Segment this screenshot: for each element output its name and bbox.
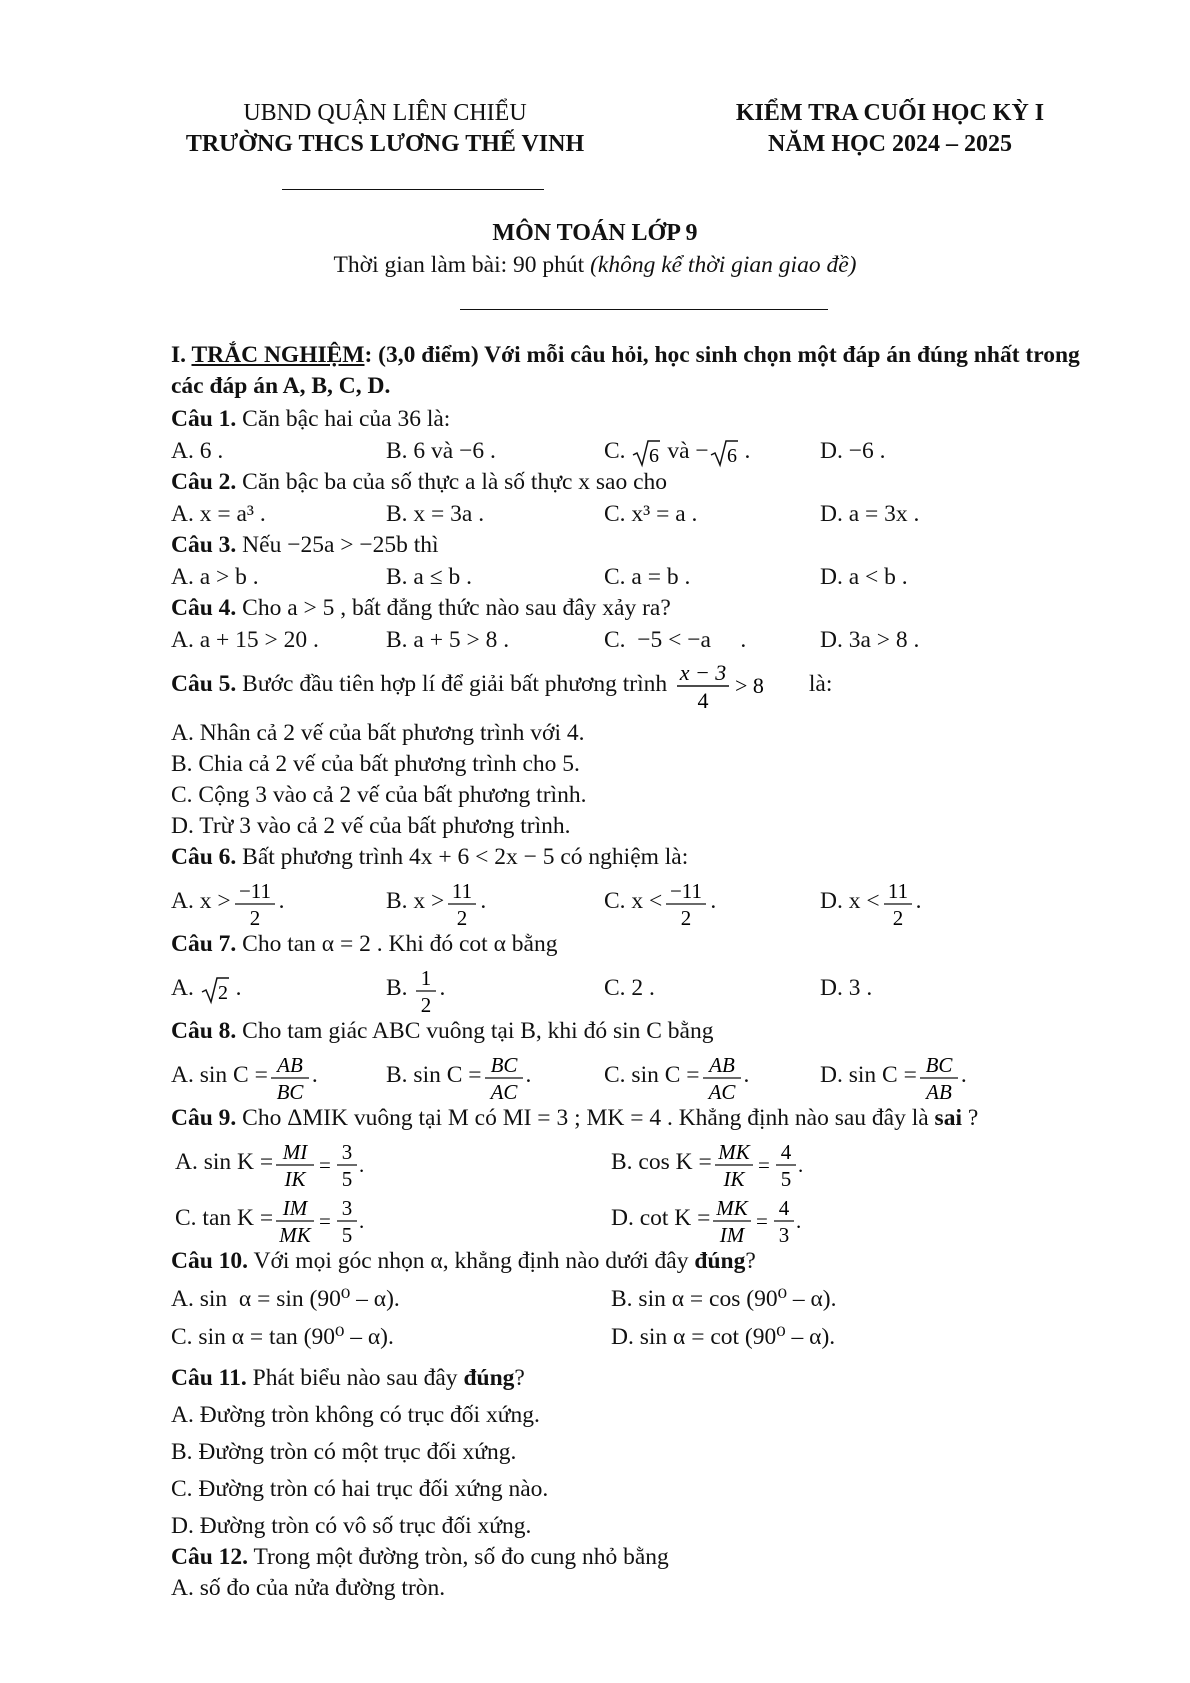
fraction-denominator: 2 [681, 905, 692, 930]
radicand: 2 [217, 981, 228, 1004]
fraction-denominator: MK [279, 1222, 311, 1247]
fraction [444, 876, 480, 930]
emphasis: đúng [694, 1248, 746, 1274]
option-b: B. Chia cả 2 vế của bất phương trình cho 5. [171, 751, 580, 777]
fraction-numerator: 3 [341, 1139, 353, 1164]
fraction-pair [273, 1193, 369, 1247]
option-label: D. cot K = [611, 1205, 711, 1231]
option-label: A. x > [171, 888, 231, 914]
fraction-numerator: 1 [421, 965, 432, 990]
option-label: B. cos K = [611, 1149, 712, 1175]
question-text: Căn bậc hai của 36 là: [242, 406, 451, 432]
fraction [231, 876, 279, 930]
question-text-end: ? [961, 1105, 979, 1131]
question-12 [171, 1542, 1091, 1573]
fraction-numerator: AB [708, 1052, 735, 1077]
option-c: C. a = b . [604, 564, 691, 590]
question-text: Phát biểu nào sau đây [252, 1365, 458, 1391]
option-d: D. Trừ 3 vào cả 2 vế của bất phương trình. [171, 813, 571, 839]
fraction-denominator: 4 [697, 687, 709, 713]
question-text: Cho a > 5 , bất đẳng thức nào sau đây xảy ra? [242, 595, 671, 621]
option-label: A. [171, 975, 194, 1001]
fraction [482, 1050, 526, 1104]
question-label: Câu 5. [171, 671, 237, 697]
question-label: Câu 9. [171, 1105, 237, 1131]
fraction-denominator: AB [926, 1079, 952, 1104]
option-b: B. sin α = cos (90⁰ – α). [611, 1286, 837, 1312]
option-a: A. 6 . [171, 438, 224, 464]
section-instruction: : (3,0 điểm) Với mỗi câu hỏi, học sinh chọn một đáp án đúng nhất trong các đáp án A, B, C, D. [171, 342, 1080, 399]
fraction-numerator: 4 [779, 1195, 790, 1220]
question-text: Cho tan α = 2 . Khi đó cot α bằng [242, 931, 558, 957]
district-name: UBND QUẬN LIÊN CHIỂU [243, 100, 527, 126]
radicand: 6 [649, 444, 660, 467]
fraction-denominator: 2 [249, 905, 260, 930]
svg-text:=: = [757, 1152, 770, 1177]
answer-row [171, 1190, 1091, 1246]
option-d: D. 3a > 8 . [820, 627, 920, 653]
svg-text:=: = [319, 1208, 331, 1233]
answer-row [171, 1047, 1091, 1103]
school-header [150, 98, 620, 160]
option-a: A. sin α = sin (90⁰ – α). [171, 1286, 400, 1312]
exam-content [171, 340, 1091, 1604]
option-label: B. sin C = [386, 1062, 482, 1088]
radicand: 6 [726, 444, 737, 467]
option-b: B. a + 5 > 8 . [386, 627, 510, 653]
option-label: C. tan K = [175, 1205, 274, 1231]
fraction-denominator: 5 [341, 1222, 353, 1247]
svg-text:=: = [756, 1208, 769, 1233]
fraction-denominator: IK [723, 1166, 745, 1191]
question-label: Câu 2. [171, 469, 237, 495]
answer-row [171, 561, 1091, 593]
question-8 [171, 1016, 1091, 1047]
sqrt-symbol [631, 438, 661, 468]
inequality-rhs: > 8 [735, 672, 764, 698]
option-c: C. sin α = tan (90⁰ – α). [171, 1324, 394, 1350]
fraction-numerator: −11 [670, 878, 703, 903]
question-text: Bất phương trình 4x + 6 < 2x − 5 có nghiệm là: [242, 844, 689, 870]
answer-row [171, 873, 1091, 929]
answer-row [171, 1283, 1091, 1315]
option-label: D. x < [820, 888, 880, 914]
fraction-denominator: 3 [779, 1222, 790, 1247]
option-d: D. a = 3x . [820, 501, 920, 527]
option-a: A. x > −11 2 . [171, 873, 284, 930]
question-11 [171, 1363, 1091, 1394]
question-label: Câu 10. [171, 1248, 249, 1274]
option-c: C. −5 < −a . [604, 627, 747, 653]
fraction [880, 876, 916, 930]
sqrt-symbol [200, 975, 230, 1005]
question-label: Câu 7. [171, 931, 237, 957]
svg-text:.: . [797, 1152, 803, 1177]
fraction-pair [273, 1137, 369, 1191]
subject-divider [460, 309, 828, 310]
fraction-denominator: BC [276, 1079, 304, 1104]
option-a: A. x = a³ . [171, 501, 266, 527]
fraction-denominator: 2 [892, 905, 903, 930]
time-text: Thời gian làm bài: 90 phút [333, 252, 585, 278]
option-a: A. Nhân cả 2 vế của bất phương trình với 4. [171, 720, 585, 746]
option-c: C. x < −11 2 . [604, 873, 716, 930]
emphasis: sai [934, 1105, 962, 1131]
fraction-denominator: 5 [780, 1166, 791, 1191]
fraction-numerator: x − 3 [679, 659, 727, 685]
option-c-mid: và [667, 438, 690, 464]
option-d [611, 1190, 806, 1247]
question-label: Câu 6. [171, 844, 237, 870]
fraction-pair [710, 1193, 806, 1247]
option-c: C. 2 . [604, 975, 655, 1001]
option-b: B. x = 3a . [386, 501, 485, 527]
option-label: C. sin C = [604, 1062, 700, 1088]
option-label: B. [386, 975, 408, 1001]
fraction-numerator: AB [277, 1052, 303, 1077]
exam-title: KIỂM TRA CUỐI HỌC KỲ I [735, 100, 1045, 126]
question-6 [171, 842, 1091, 873]
fraction-numerator: BC [925, 1052, 953, 1077]
answer-row [171, 624, 1091, 656]
question-label: Câu 8. [171, 1018, 237, 1044]
option-c: C. Cộng 3 vào cả 2 vế của bất phương trình. [171, 782, 587, 808]
option-a: A. 2 . [171, 975, 242, 1004]
question-5 [171, 656, 1091, 712]
option-c [175, 1190, 369, 1247]
svg-text:.: . [796, 1208, 802, 1233]
question-label: Câu 11. [171, 1365, 247, 1391]
option-b: B. x > 11 2 . [386, 873, 486, 930]
answer-row [171, 435, 1091, 467]
exam-header [660, 98, 1120, 160]
option-c: C. 6 và − 6 . [604, 438, 751, 467]
subject-title: MÔN TOÁN LỚP 9 [492, 220, 698, 246]
svg-text:.: . [359, 1208, 365, 1233]
option-b [611, 1134, 808, 1191]
option-label: C. x < [604, 888, 663, 914]
question-text: Với mọi góc nhọn α, khẳng định nào dưới đây [253, 1248, 689, 1274]
fraction-numerator: 11 [452, 878, 473, 903]
option-c-label: C. [604, 438, 626, 464]
fraction [917, 1050, 961, 1104]
question-3 [171, 530, 1091, 561]
question-text: Cho ΔMIK vuông tại M có MI = 3 ; MK = 4 . Khẳng định nào sau đây là [242, 1105, 929, 1131]
fraction-numerator: 4 [780, 1139, 791, 1164]
spacer [171, 1353, 1091, 1363]
fraction-denominator: 2 [421, 992, 432, 1017]
question-text: Cho tam giác ABC vuông tại B, khi đó sin C bằng [242, 1018, 714, 1044]
time-note: (không kể thời gian giao đề) [590, 252, 857, 278]
answer-row [171, 960, 1091, 1016]
option-label: B. x > [386, 888, 445, 914]
fraction-numerator: BC [490, 1052, 517, 1077]
option-b: B. 6 và −6 . [386, 438, 496, 464]
option-d: D. 3 . [820, 975, 873, 1001]
option-a: A. sin C = AB BC . [171, 1047, 318, 1104]
school-year: NĂM HỌC 2024 – 2025 [768, 131, 1012, 157]
fraction-numerator: MK [717, 1139, 750, 1164]
question-text: Căn bậc ba của số thực a là số thực x sao cho [242, 469, 668, 495]
option-label: A. sin C = [171, 1062, 268, 1088]
answer-row [171, 1134, 1091, 1190]
fraction [700, 1050, 744, 1104]
option-b: B. 1 2 . [386, 960, 445, 1017]
fraction [662, 876, 710, 930]
svg-text:=: = [319, 1152, 331, 1177]
option-d: D. −6 . [820, 438, 886, 464]
fraction-denominator: IM [720, 1222, 745, 1247]
minus-sign: − [695, 438, 709, 464]
section-heading [171, 340, 1091, 402]
fraction-denominator: 5 [341, 1166, 353, 1191]
fraction [413, 963, 439, 1017]
question-7 [171, 929, 1091, 960]
option-c: C. sin C = AB AC . [604, 1047, 749, 1104]
fraction-denominator: 2 [457, 905, 468, 930]
fraction-inequality [673, 658, 803, 714]
time-allowed [0, 252, 1190, 279]
question-2 [171, 467, 1091, 498]
question-label: Câu 3. [171, 532, 237, 558]
question-label: Câu 12. [171, 1544, 249, 1570]
svg-text:.: . [359, 1152, 365, 1177]
option-c: C. Đường tròn có hai trục đối xứng nào. [171, 1476, 549, 1502]
option-b: B. sin C = BC AC . [386, 1047, 531, 1104]
section-title: TRẮC NGHIỆM [191, 342, 365, 368]
fraction-numerator: 11 [887, 878, 908, 903]
question-4 [171, 593, 1091, 624]
header-divider [282, 189, 544, 190]
option-a: A. a > b . [171, 564, 259, 590]
question-text: Trong một đường tròn, số đo cung nhỏ bằng [253, 1544, 669, 1570]
option-a: A. số đo của nửa đường tròn. [171, 1575, 446, 1601]
school-name: TRƯỜNG THCS LƯƠNG THẾ VINH [185, 131, 585, 157]
answer-row [171, 498, 1091, 530]
fraction-numerator: −11 [238, 878, 271, 903]
option-a [175, 1134, 369, 1191]
fraction-numerator: MK [716, 1195, 749, 1220]
option-d: D. sin α = cot (90⁰ – α). [611, 1324, 836, 1350]
fraction-denominator: IK [284, 1166, 306, 1191]
answer-row [171, 1321, 1091, 1353]
option-a: A. Đường tròn không có trục đối xứng. [171, 1402, 540, 1428]
question-10 [171, 1246, 1091, 1277]
option-d: D. Đường tròn có vô số trục đối xứng. [171, 1513, 532, 1539]
option-a: A. a + 15 > 20 . [171, 627, 319, 653]
question-label: Câu 1. [171, 406, 237, 432]
question-1 [171, 404, 1091, 435]
question-text: Bước đầu tiên hợp lí để giải bất phương trình [242, 671, 668, 697]
option-c: C. x³ = a . [604, 501, 698, 527]
fraction [268, 1050, 312, 1104]
fraction-numerator: 3 [341, 1195, 353, 1220]
fraction-denominator: AC [708, 1079, 735, 1104]
fraction-numerator: MI [282, 1139, 308, 1164]
option-d: D. a < b . [820, 564, 908, 590]
fraction-denominator: AC [490, 1079, 517, 1104]
question-text: Nếu −25a > −25b thì [242, 532, 439, 558]
fraction-pair [712, 1137, 808, 1191]
option-d: D. sin C = BC AB . [820, 1047, 967, 1104]
option-b: B. Đường tròn có một trục đối xứng. [171, 1439, 517, 1465]
option-label: A. sin K = [175, 1149, 274, 1175]
question-text-end: ? [745, 1248, 756, 1274]
fraction-numerator: IM [282, 1195, 308, 1220]
sqrt-symbol [709, 438, 739, 468]
question-label: Câu 4. [171, 595, 237, 621]
option-d: D. x < 11 2 . [820, 873, 921, 930]
emphasis: đúng [463, 1365, 515, 1391]
option-label: D. sin C = [820, 1062, 917, 1088]
question-9 [171, 1103, 1091, 1134]
question-suffix: là: [808, 671, 833, 697]
option-b: B. a ≤ b . [386, 564, 473, 590]
section-number: I. [171, 342, 187, 368]
question-text-end: ? [514, 1365, 525, 1391]
